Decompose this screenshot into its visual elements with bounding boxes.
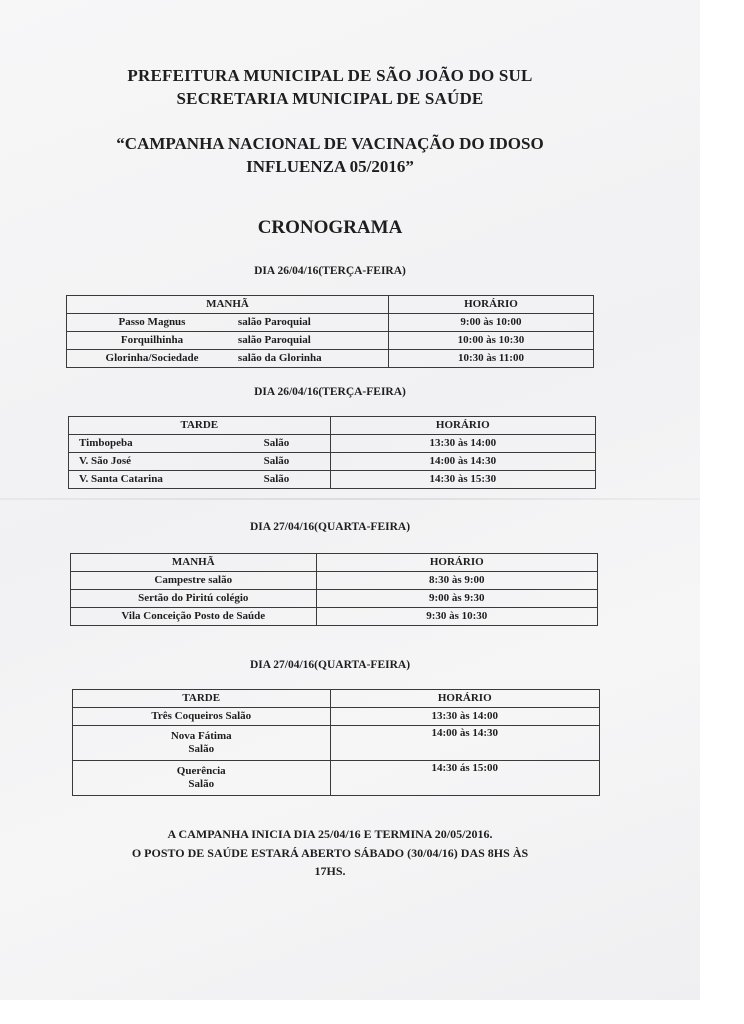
time-header: HORÁRIO	[330, 690, 600, 708]
time-range: 9:00 às 10:00	[388, 314, 593, 332]
location-name: Sertão do Piritú colégio	[71, 590, 317, 608]
section-day-label: DIA 27/04/16(QUARTA-FEIRA)	[249, 659, 411, 671]
time-header: HORÁRIO	[388, 296, 593, 314]
time-range: 8:30 às 9:00	[316, 572, 597, 590]
saturday-opening-note: O POSTO DE SAÚDE ESTARÁ ABERTO SÁBADO (30/04/16) DAS 8HS ÀS	[131, 846, 529, 860]
page-title: CRONOGRAMA	[257, 217, 403, 238]
time-range: 14:30 às 15:30	[330, 471, 595, 489]
location-name: Vila Conceição Posto de Saúde	[71, 608, 317, 626]
schedule-table	[72, 689, 600, 796]
table-row	[73, 708, 600, 726]
schedule-table	[68, 416, 596, 489]
location-name: V. São José	[79, 455, 132, 467]
location-place: Salão	[263, 437, 290, 449]
location-name: Passo Magnus	[118, 316, 186, 328]
municipality-title: PREFEITURA MUNICIPAL DE SÃO JOÃO DO SUL	[127, 66, 533, 85]
time-range: 14:00 às 14:30	[330, 726, 600, 761]
time-range: 13:30 às 14:00	[330, 708, 600, 726]
location-name: V. Santa Catarina	[79, 473, 163, 485]
campaign-dates-note: A CAMPANHA INICIA DIA 25/04/16 E TERMINA 20/05/2016.	[167, 827, 493, 841]
period-header: MANHÃ	[67, 296, 389, 314]
table-row	[73, 761, 600, 796]
paper-fold	[0, 498, 700, 500]
time-range: 9:00 às 9:30	[316, 590, 597, 608]
location-name: Nova Fátima	[170, 730, 232, 742]
time-range: 14:30 ás 15:00	[330, 761, 600, 796]
time-range: 10:00 às 10:30	[388, 332, 593, 350]
location-name: Glorinha/Sociedade	[105, 352, 199, 364]
location-place: salão da Glorinha	[237, 352, 322, 364]
schedule-table	[70, 553, 598, 626]
time-header: HORÁRIO	[330, 417, 595, 435]
saturday-opening-note-end: 17HS.	[314, 864, 346, 878]
section-day-label: DIA 26/04/16(TERÇA-FEIRA)	[254, 265, 406, 277]
period-header: TARDE	[73, 690, 331, 708]
location-name: Campestre salão	[71, 572, 317, 590]
location-place: salão Paroquial	[237, 334, 311, 346]
table-row	[69, 435, 596, 453]
location-place: Salão	[188, 778, 215, 790]
time-range: 10:30 às 11:00	[388, 350, 593, 368]
table-row	[69, 453, 596, 471]
location-place: Salão	[188, 743, 215, 755]
table-row	[67, 332, 594, 350]
location-name: Querência	[176, 765, 226, 777]
location-name: Timbopeba	[79, 437, 133, 449]
table-row	[73, 726, 600, 761]
campaign-title: “CAMPANHA NACIONAL DE VACINAÇÃO DO IDOSO	[116, 134, 544, 153]
period-header: MANHÃ	[71, 554, 317, 572]
period-header: TARDE	[69, 417, 331, 435]
location-place: salão Paroquial	[237, 316, 311, 328]
location-place: Salão	[263, 473, 290, 485]
location-name: Três Coqueiros Salão	[73, 708, 331, 726]
table-row	[67, 314, 594, 332]
campaign-subtitle: INFLUENZA 05/2016”	[246, 157, 414, 176]
section-day-label: DIA 26/04/16(TERÇA-FEIRA)	[254, 386, 406, 398]
secretariat-title: SECRETARIA MUNICIPAL DE SAÚDE	[176, 89, 484, 108]
table-row	[71, 590, 598, 608]
table-row	[69, 471, 596, 489]
time-header: HORÁRIO	[316, 554, 597, 572]
location-place: Salão	[263, 455, 290, 467]
section-day-label: DIA 27/04/16(QUARTA-FEIRA)	[249, 521, 411, 533]
table-row	[67, 350, 594, 368]
table-row	[71, 572, 598, 590]
schedule-table	[66, 295, 594, 368]
table-row	[71, 608, 598, 626]
time-range: 9:30 às 10:30	[316, 608, 597, 626]
location-name: Forquilhinha	[120, 334, 184, 346]
time-range: 14:00 às 14:30	[330, 453, 595, 471]
time-range: 13:30 às 14:00	[330, 435, 595, 453]
